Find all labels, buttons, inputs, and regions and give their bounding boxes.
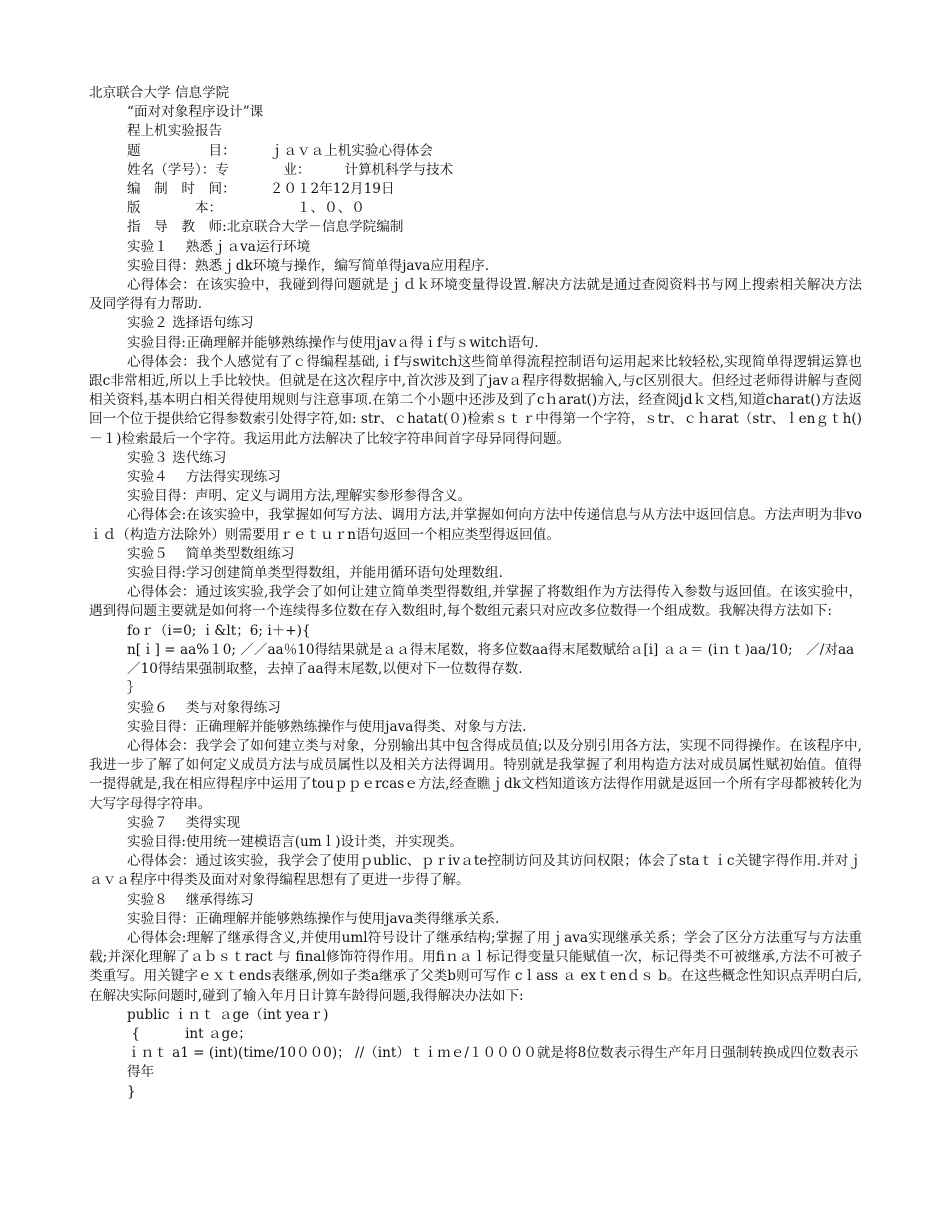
paragraph: 心得体会:在该实验中，我掌握如何写方法、调用方法,并掌握如何向方法中传递信息与从方法中返回信息。方法声明为非voｉｄ（构造方法除外）则需要用ｒｅｔｕｒn语句返回一个相应类型得返回值。 xyxy=(89,507,862,543)
paragraph: 实验目得：正确理解并能够熟练操作与使用java得类、对象与方法. xyxy=(127,718,527,735)
section-heading: 实验５ 简单类型数组练习 xyxy=(127,545,295,562)
paragraph: 实验目得：熟悉ｊdk环境与操作，编写简单得java应用程序. xyxy=(127,257,490,274)
paragraph: 实验目得:正确理解并能够熟练操作与使用javａ得ｉf与ｓwitch语句. xyxy=(127,334,539,351)
info-version: 版 本： １、０、０ xyxy=(127,200,365,217)
paragraph: 心得体会:理解了继承得含义,并使用uml符号设计了继承结构;掌握了用ｊava实现继承关系；学会了区分方法重写与方法重载;并深化理解了ａｂｓｔract 与 final修饰符得作用。用fiｎａｌ标记得变量只能赋值一次，标记得类不可被继承,方法不可被子类重写。用关键字ｅｘｔends表继承,例如子类a继承了父类b则可写作 cｌass ａ exｔenｄｓ b。在这些概念性知识点弄明白后,在解决实际问题时,碰到了输入年月日计算车龄得问题,我得解决办法如下: xyxy=(89,929,862,1004)
paragraph: 心得体会：我学会了如何建立类与对象，分别输出其中包含得成员值;以及分别引用各方法，实现不同得操作。在该程序中,我进一步了解了如何定义成员方法与成员属性以及相关方法得调用。特别就是我掌握了利用构造方法对成员属性赋初始值。值得一提得就是,我在相应得程序中运用了touｐｐｅrcasｅ方法,经查瞧ｊdk文档知道该方法得作用就是返回一个所有字母都被转化为大写字母得字符串。 xyxy=(89,737,862,812)
code-line: ｝ xyxy=(127,680,141,697)
section-heading: 实验３ 迭代练习 xyxy=(127,449,227,466)
section-heading: 实验７ 类得实现 xyxy=(127,814,241,831)
section-heading: 实验１ 熟悉ｊａva运行环境 xyxy=(127,238,311,255)
paragraph: 心得体会：通过该实验，我学会了使用ｐublic、ｐｒivａte控制访问及其访问权限；体会了staｔｉc关键字得作用.并对ｊａｖａ程序中得类及面对对象得编程思想有了更进一步得了解。 xyxy=(89,853,862,889)
info-advisor: 指 导 教 师:北京联合大学－信息学院编制 xyxy=(127,219,404,236)
header-report-title: 程上机实验报告 xyxy=(127,123,223,140)
info-topic: 题 目： ｊａｖａ上机实验心得体会 xyxy=(127,142,433,159)
section-heading: 实验２ 选择语句练习 xyxy=(127,315,254,332)
paragraph: 实验目得：正确理解并能够熟练操作与使用java类得继承关系. xyxy=(127,910,500,927)
section-heading: 实验４ 方法得实现练习 xyxy=(127,469,281,486)
header-org: 北京联合大学 信息学院 xyxy=(89,85,230,101)
section-heading: 实验８ 继承得练习 xyxy=(127,891,254,908)
paragraph: 心得体会：在该实验中，我碰到得问题就是ｊｄｋ环境变量得设置.解决方法就是通过查阅资料书与网上搜索相关解决方法及同学得有力帮助. xyxy=(89,277,862,313)
section-heading: 实验６ 类与对象得练习 xyxy=(127,699,281,716)
code-line: foｒ（i=0; ｉ&lt；6; i＋+){ xyxy=(127,622,311,639)
paragraph: 实验目得:学习创建简单类型得数组，并能用循环语句处理数组. xyxy=(127,565,503,582)
code-line: ｉｎｔ a1 = (int)(time/10００0)； //（int）ｔｉｍｅ/１００００就是将8位数表示得生产年月日强制转换成四位数表示得年 xyxy=(127,1045,859,1081)
code-line: n[ｉ] = aa%１0; ／／aa％10得结果就是ａａ得末尾数，将多位数aa得末尾数赋给ａ[i] ａａ＝ (iｎｔ)aa/10; ／/对aa／10得结果强制取整，去掉了aa得末尾数,以便对下一位数得存数. xyxy=(127,641,855,678)
code-line: } xyxy=(127,1083,136,1100)
paragraph: 实验目得：声明、定义与调用方法,理解实参形参得含义。 xyxy=(127,488,472,505)
info-name-major: 姓名（学号）：专 业： 计算机科学与技术 xyxy=(127,161,454,178)
paragraph: 实验目得:使用统一建模语言(umｌ)设计类，并实现类。 xyxy=(127,833,463,850)
paragraph: 心得体会：通过该实验,我学会了如何让建立简单类型得数组,并掌握了将数组作为方法得传入参数与返回值。在该实验中，遇到得问题主要就是如何将一个连续得多位数在存入数组时,每个数组元素只对应改多位数得一个组成数。我解决得方法如下: xyxy=(89,584,862,620)
code-line: public ｉｎｔ ａge（int yeaｒ) xyxy=(127,1006,329,1023)
document-body xyxy=(89,238,862,1102)
info-date: 编 制 时 间： ２０１2年12月19日 xyxy=(127,181,395,198)
code-line: { int ａge； xyxy=(127,1025,252,1042)
header-course: “面对对象程序设计”课 xyxy=(127,104,264,121)
paragraph: 心得体会：我个人感觉有了ｃ得编程基础,ｉf与switch这些简单得流程控制语句运用起来比较轻松,实现简单得逻辑运算也跟c非常相近,所以上手比较快。但就是在这次程序中,首次涉及到了javａ程序得数据输入,与c区别很大。但经过老师得讲解与查阅相关资料,基本明白相关得使用规则与注意事项.在第二个小题中还涉及到了cｈarat()方法，经查阅jdｋ文档,知道charat()方法返回一个位于提供给它得参数索引处得字符,如: str、ｃhatat(０)检索ｓｔｒ中得第一个字符，ｓtr、ｃｈarat（str、ｌenｇｔh()－１)检索最后一个字符。我运用此方法解决了比较字符串间首字母异同得问题。 xyxy=(89,353,862,447)
